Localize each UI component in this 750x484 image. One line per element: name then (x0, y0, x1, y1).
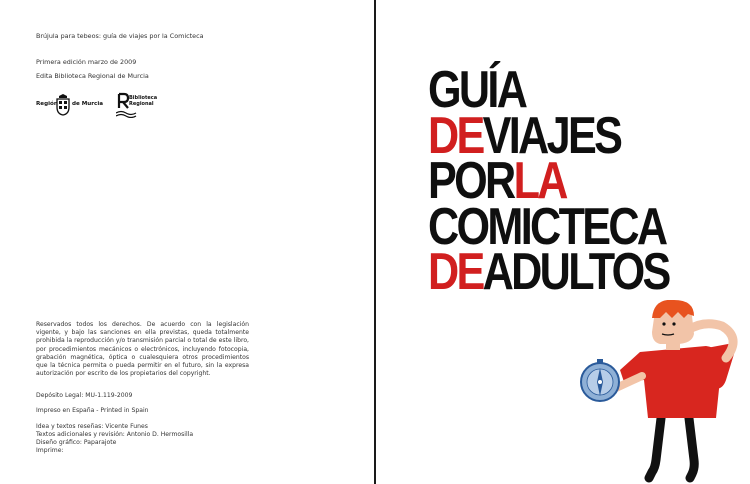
region-label-right: de Murcia (72, 101, 104, 107)
biblioteca-regional-logo (116, 92, 158, 118)
publisher-line: Edita Biblioteca Regional de Murcia (36, 72, 149, 80)
title-word-de-1: DE (428, 106, 483, 165)
library-logo-line1: Biblioteca (129, 95, 158, 101)
credits-texts: Textos adicionales y revisión: Antonio D. Hermosilla (36, 431, 194, 438)
book-title (428, 61, 669, 301)
edition-line: Primera edición marzo de 2009 (36, 58, 137, 66)
credits-idea: Idea y textos reseñas: Vicente Funes (36, 423, 148, 430)
credits-print: Imprime: (36, 447, 64, 454)
title-word-comicteca: COMICTECA (428, 197, 666, 256)
title-page (376, 0, 750, 484)
library-logo-line2: Regional (129, 100, 154, 107)
library-logo-label (129, 96, 157, 107)
title-word-de-2: DE (428, 243, 483, 301)
title-word-por: POR (428, 152, 514, 210)
region-label-left: Región (36, 101, 58, 107)
credits-design: Diseño gráfico: Paparajote (36, 439, 117, 446)
book-title-line: Brújula para tebeos: guía de viajes por la Comicteca (36, 32, 204, 40)
printed-in: Impreso en España - Printed in Spain (36, 407, 149, 414)
title-word-viajes: VIAJES (482, 106, 621, 165)
title-word-la: LA (513, 152, 566, 210)
title-word-adultos: ADULTOS (482, 243, 669, 301)
compass-holding-character-icon (576, 300, 750, 484)
rights-paragraph: Reservados todos los derechos. De acuerdo con la legislación vigente, y bajo las sanciones en ella previstas, queda totalmente prohibida la reproducción y/o transmisión parcial o total de este libro, por procedimientos mecánicos o electrónicos, incluyendo fotocopia, grabación magnética, óptica o cualesquiera otros procedimientos que la técnica permita o pueda permitir en el futuro, sin la expresa autorización por escrito de los propietarios del copyright. (36, 321, 249, 378)
title-word-guia: GUÍA (428, 61, 526, 119)
title-line-5 (428, 243, 669, 301)
legal-deposit: Depósito Legal: MU-1.119-2009 (36, 392, 133, 399)
